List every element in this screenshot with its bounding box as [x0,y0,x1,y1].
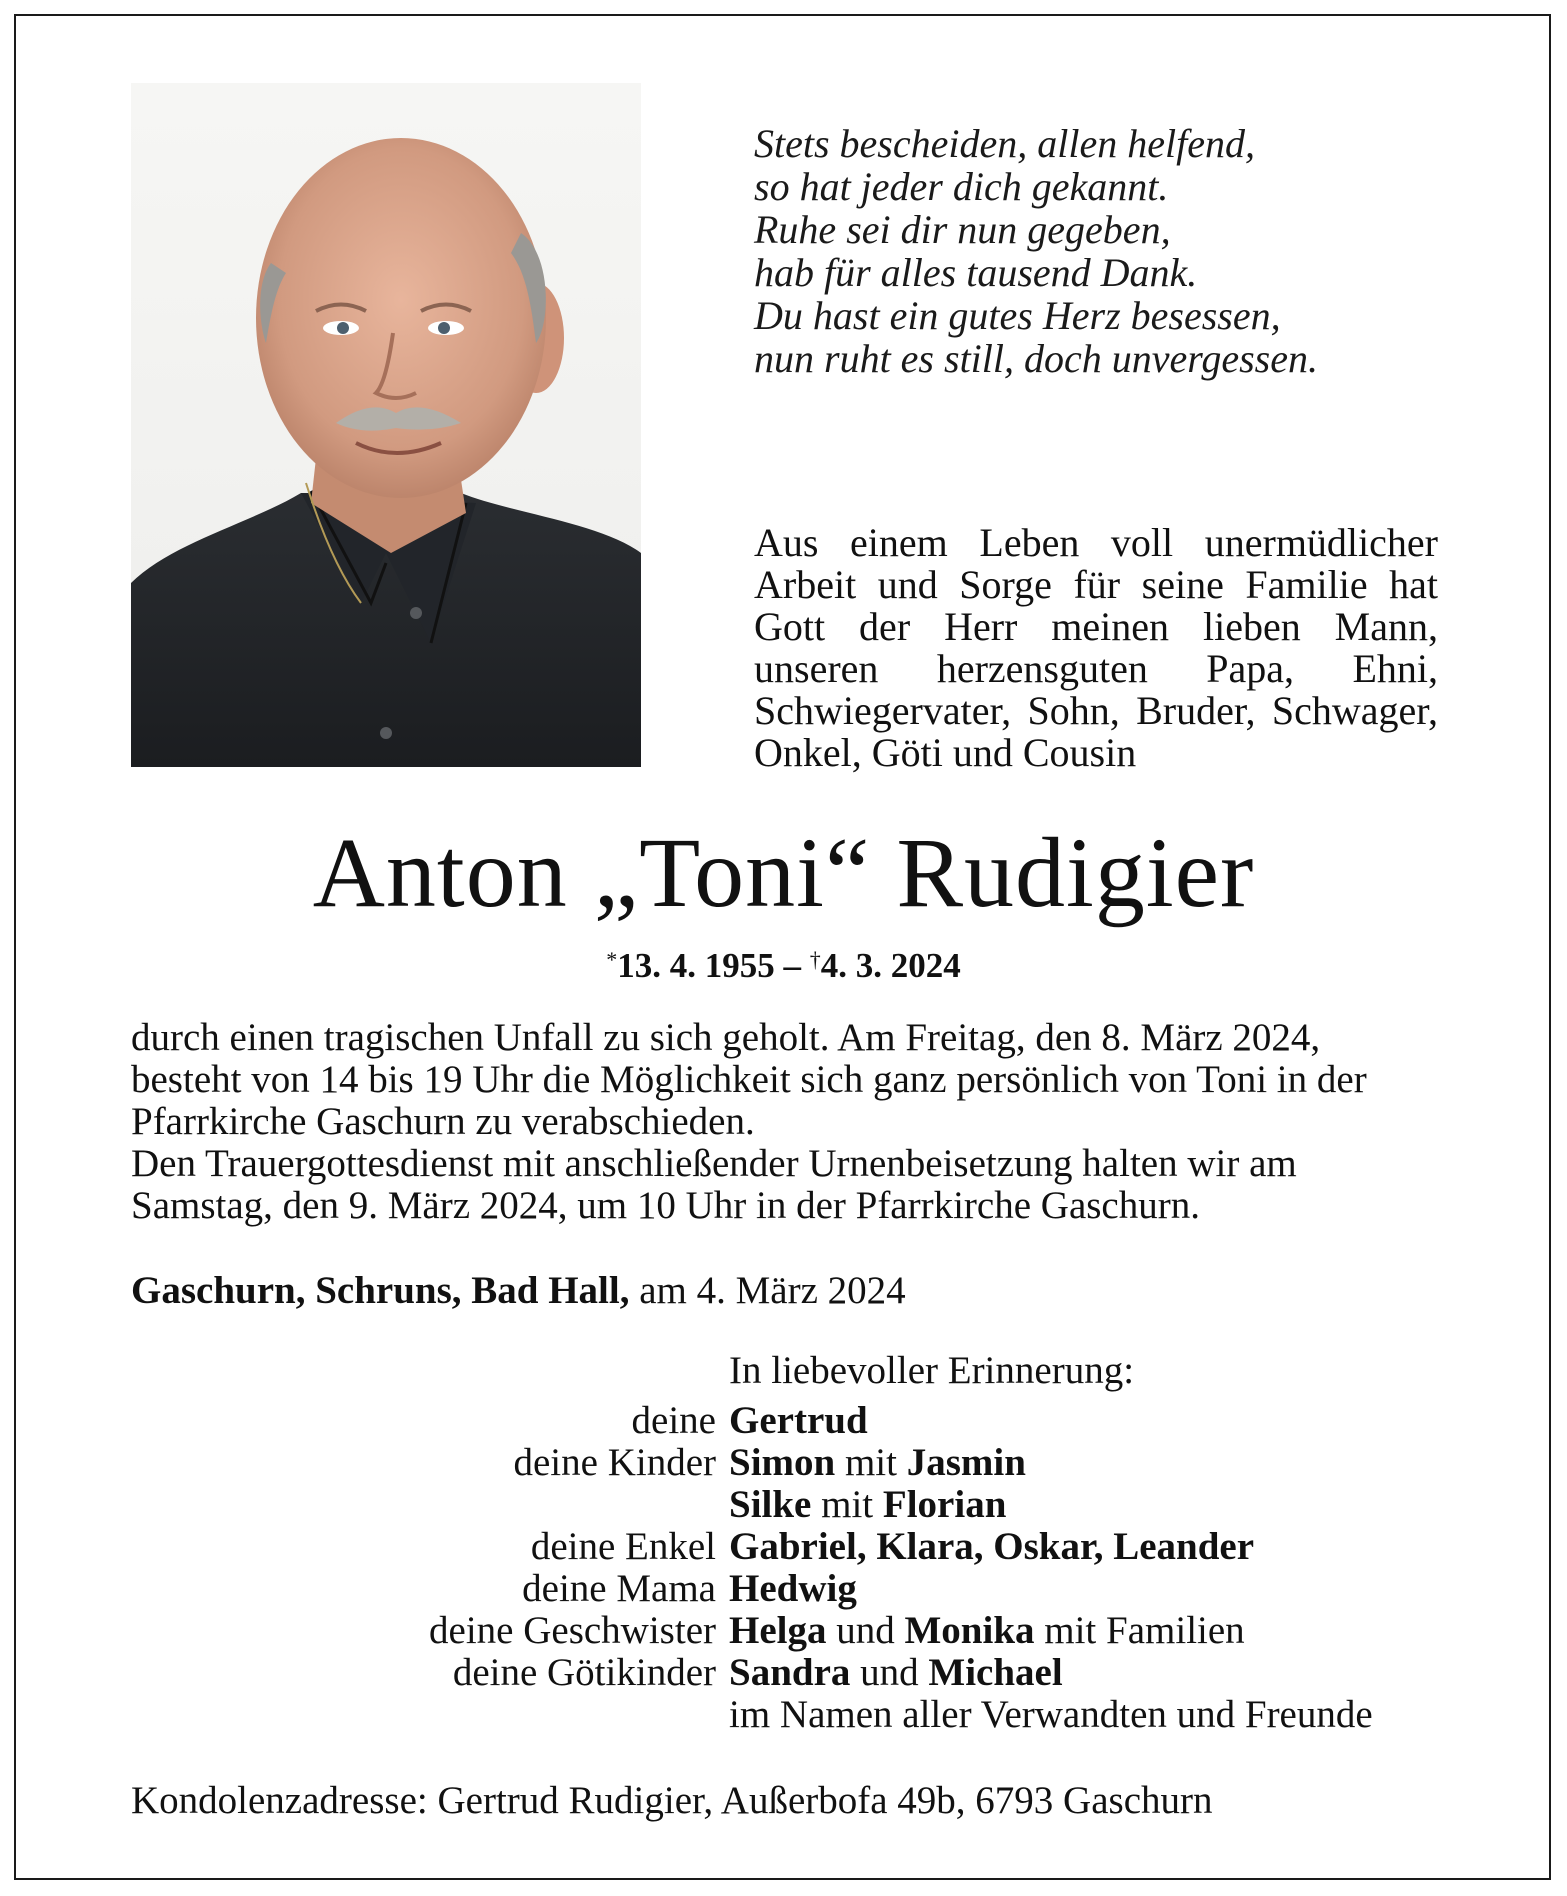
family-member-text: mit [811,1483,883,1526]
birth-date: 13. 4. 1955 [617,946,775,985]
date-separator: – [774,946,810,985]
family-member-text: und [826,1609,905,1652]
memory-heading: In liebevoller Erinnerung: [729,1349,1135,1392]
life-dates [0,940,1567,986]
poem-line: nun ruht es still, doch unvergessen. [754,336,1319,381]
family-row [131,1526,1451,1568]
place-and-date [131,1270,906,1312]
body-paragraph: durch einen tragischen Unfall zu sich geholt. Am Freitag, den 8. März 2024, besteht von 14 bis 19 Uhr die Möglichkeit sich ganz persönlich von Toni in der Pfarrkirche Gaschurn zu verabschieden. [131,1016,1367,1143]
deceased-name: Anton „Toni“ Rudigier [312,817,1255,928]
family-row [131,1652,1451,1694]
family-relation: deine Mama [522,1567,716,1610]
family-member-text: Monika [904,1609,1035,1652]
family-member-text: Simon [729,1441,836,1484]
family-members [729,1568,857,1610]
family-row [131,1484,1451,1526]
family-relation: deine Enkel [530,1525,716,1568]
poem-line: so hat jeder dich gekannt. [754,164,1169,209]
family-relation: deine Kinder [513,1441,716,1484]
family-relation [131,1484,729,1526]
family-row [131,1610,1451,1652]
family-members [729,1610,1245,1652]
family-row [131,1694,1451,1736]
body-paragraph: Den Trauergottesdienst mit anschließender Urnenbeisetzung halten wir am Samstag, den 9. März 2024, um 10 Uhr in der Pfarrkirche Gaschurn. [131,1142,1297,1227]
family-relation: deine Geschwister [429,1609,716,1652]
poem-line: hab für alles tausend Dank. [754,250,1198,295]
family-members [729,1526,1254,1568]
death-date: 4. 3. 2024 [820,946,961,985]
family-member-text: Michael [928,1651,1063,1694]
family-members [729,1442,1026,1484]
family-members [729,1400,868,1442]
family-member-text: Hedwig [729,1567,857,1610]
family-member-text: mit Familien [1034,1609,1245,1652]
portrait-photo [131,83,641,767]
family-member-text: Gertrud [729,1399,868,1442]
condolence-address: Kondolenzadresse: Gertrud Rudigier, Außerbofa 49b, 6793 Gaschurn [131,1779,1213,1822]
family-member-text: im Namen aller Verwandten und Freunde [729,1693,1373,1736]
family-members [729,1694,1373,1736]
place-towns: Gaschurn, Schruns, Bad Hall, [131,1269,630,1312]
family-member-text: und [850,1651,929,1694]
family-members [729,1484,1006,1526]
place-date: am 4. März 2024 [629,1269,906,1312]
death-symbol: † [809,947,821,972]
family-member-text: Gabriel, Klara, Oskar, Leander [729,1525,1255,1568]
family-row [131,1400,1451,1442]
poem-line: Stets bescheiden, allen helfend, [754,121,1255,166]
family-member-text: Sandra [729,1651,851,1694]
family-members [729,1652,1063,1694]
family-list [131,1400,1451,1736]
intro-paragraph: Aus einem Leben voll unermüdlicher Arbeit und Sorge für seine Familie hat Gott der Herr meinen lieben Mann, unseren herzensguten Papa, Ehni, Schwiegervater, Sohn, Bruder, Schwager, Onkel, Göti und Cousin [754,520,1438,775]
family-relation [131,1694,729,1736]
family-member-text: Silke [729,1483,812,1526]
memorial-poem [754,122,1434,380]
family-relation: deine Götikinder [452,1651,716,1694]
family-row [131,1568,1451,1610]
announcement-body [131,1017,1438,1227]
family-member-text: Florian [882,1483,1007,1526]
family-member-text: Helga [729,1609,827,1652]
family-member-text: mit [835,1441,907,1484]
poem-line: Ruhe sei dir nun gegeben, [754,207,1171,252]
poem-line: Du hast ein gutes Herz besessen, [754,293,1281,338]
family-relation: deine [631,1399,716,1442]
family-member-text: Jasmin [906,1441,1026,1484]
family-row [131,1442,1451,1484]
birth-symbol: * [606,947,618,972]
